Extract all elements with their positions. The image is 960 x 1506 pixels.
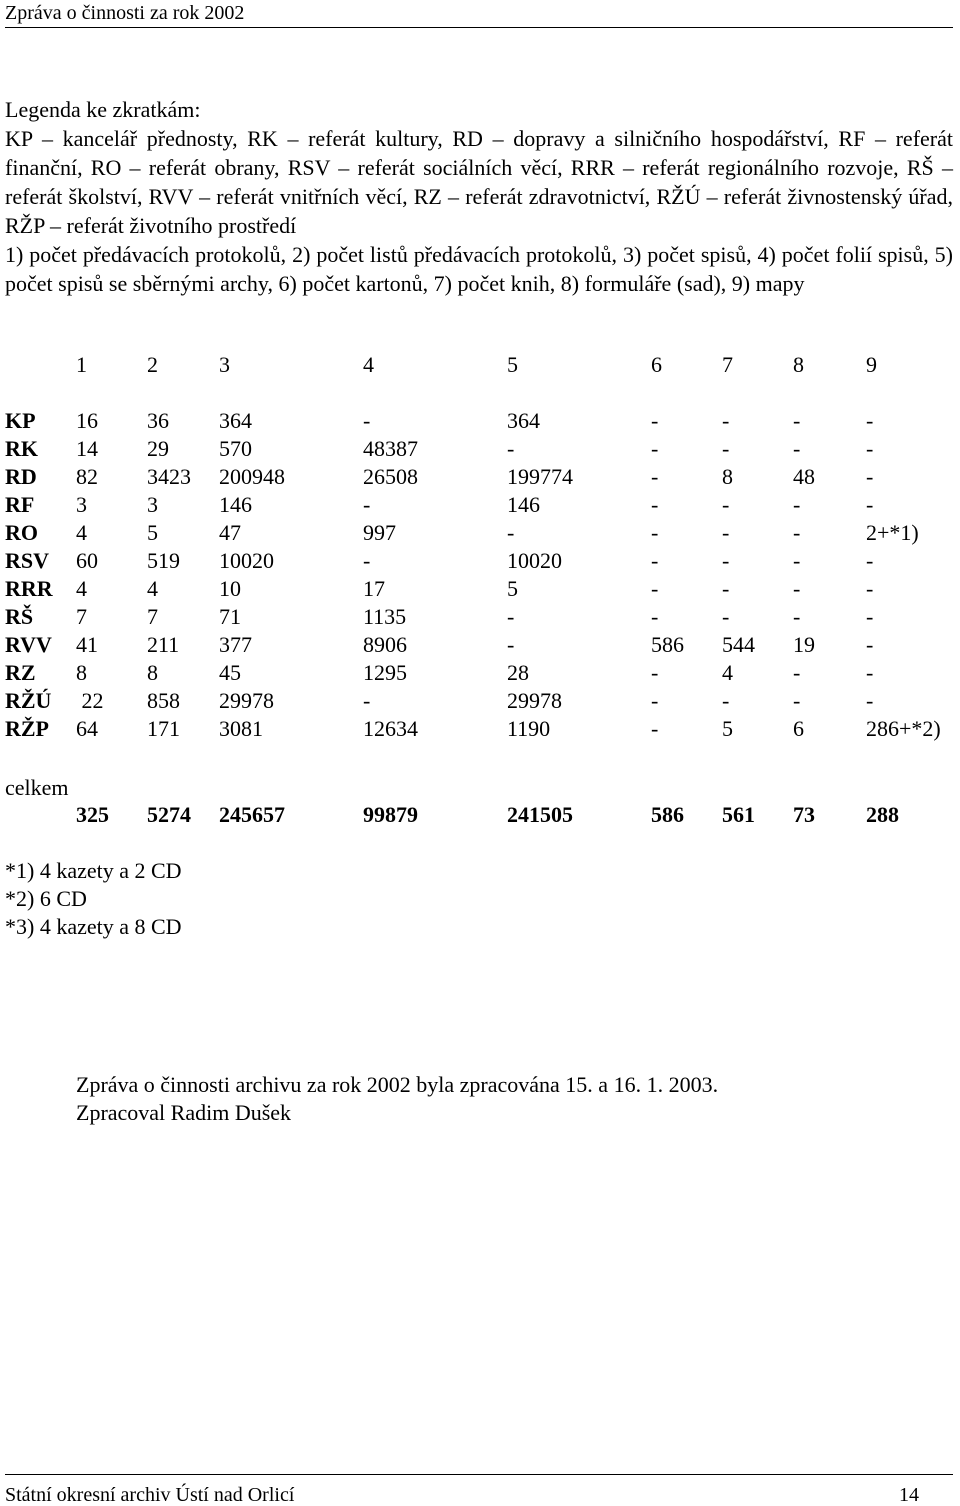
table-cell: 82: [76, 464, 98, 489]
table-cell: 16: [76, 408, 98, 433]
row-label: RVV: [5, 632, 52, 657]
table-cell: -: [793, 520, 801, 545]
table-cell: -: [866, 492, 874, 517]
table-cell: -: [651, 492, 659, 517]
column-header: 4: [363, 352, 374, 377]
author-line: Zpracoval Radim Dušek: [76, 1100, 292, 1125]
table-cell: -: [507, 632, 515, 657]
table-cell: -: [722, 688, 730, 713]
table-cell: 47: [219, 520, 241, 545]
table-cell: 570: [219, 436, 252, 461]
table-cell: 586: [651, 632, 684, 657]
table-cell: 286+*2): [866, 716, 941, 741]
table-cell: 29978: [507, 688, 562, 713]
table-cell: -: [866, 688, 874, 713]
table-cell: 48387: [363, 436, 418, 461]
table-cell: 4: [147, 576, 158, 601]
row-label: RŽP: [5, 716, 49, 741]
table-cell: 28: [507, 660, 529, 685]
table-cell: 4: [76, 576, 87, 601]
table-cell: 3: [147, 492, 158, 517]
table-cell: 997: [363, 520, 396, 545]
column-header: 2: [147, 352, 158, 377]
table-row: [5, 519, 955, 547]
table-cell: 29: [147, 436, 169, 461]
table-cell: 41: [76, 632, 98, 657]
table-cell: 8: [147, 660, 158, 685]
table-cell: 12634: [363, 716, 418, 741]
table-cell: 5: [507, 576, 518, 601]
table-cell: 8: [76, 660, 87, 685]
table-cell: 36: [147, 408, 169, 433]
table-cell: -: [722, 604, 730, 629]
table-cell: 364: [507, 408, 540, 433]
table-cell: 2+*1): [866, 520, 919, 545]
legend-abbreviations: KP – kancelář přednosty, RK – referát kultury, RD – dopravy a silničního hospodářství, RF – referát finanční, RO – referát obrany, RSV – referát sociálních věcí, RRR – referát regionálního rozvoje, RŠ – referát školství, RVV – referát vnitřních věcí, RZ – referát zdravotnictví, RŽÚ – referát živnostenský úřad, RŽP – referát životního prostředí: [5, 126, 953, 238]
table-cell: -: [651, 408, 659, 433]
table-cell: 14: [76, 436, 98, 461]
row-label: KP: [5, 408, 36, 433]
table-row: [5, 575, 955, 603]
table-cell: -: [866, 632, 874, 657]
footer-organization: Státní okresní archiv Ústí nad Orlicí: [5, 1484, 295, 1506]
table-row: [5, 631, 955, 659]
row-label: RK: [5, 436, 38, 461]
page-header: [5, 2, 953, 28]
table-cell: -: [507, 436, 515, 461]
row-label: RO: [5, 520, 38, 545]
table-cell: -: [793, 576, 801, 601]
table-cell: 7: [147, 604, 158, 629]
footnote: *2) 6 CD: [5, 886, 87, 911]
legend-heading: Legenda ke zkratkám:: [5, 97, 201, 122]
table-cell: -: [722, 576, 730, 601]
total-cell: 73: [793, 802, 815, 827]
table-cell: -: [793, 548, 801, 573]
legend-section: [5, 95, 953, 298]
table-cell: 3: [76, 492, 87, 517]
table-cell: 1295: [363, 660, 407, 685]
page-footer: [5, 1474, 953, 1506]
table-cell: 10020: [219, 548, 274, 573]
table-cell: -: [651, 436, 659, 461]
table-cell: -: [866, 576, 874, 601]
table-cell: -: [866, 604, 874, 629]
column-header: 1: [76, 352, 87, 377]
table-cell: 5: [722, 716, 733, 741]
footnote: *3) 4 kazety a 8 CD: [5, 914, 182, 939]
table-cell: 10: [219, 576, 241, 601]
table-cell: -: [651, 464, 659, 489]
table-cell: -: [866, 436, 874, 461]
table-row: [5, 715, 955, 743]
table-cell: -: [363, 492, 371, 517]
table-cell: -: [793, 604, 801, 629]
row-label: RRR: [5, 576, 53, 601]
column-header: 6: [651, 352, 662, 377]
table-cell: -: [651, 576, 659, 601]
table-cell: 146: [507, 492, 540, 517]
table-cell: 7: [76, 604, 87, 629]
closing-statement: [76, 1071, 718, 1127]
table-cell: -: [507, 604, 515, 629]
table-cell: -: [793, 436, 801, 461]
table-cell: -: [507, 520, 515, 545]
archive-table: [5, 351, 955, 743]
table-row: [5, 687, 955, 715]
table-row: [5, 547, 955, 575]
table-cell: 1135: [363, 604, 407, 629]
table-cell: 200948: [219, 464, 285, 489]
table-row: [5, 603, 955, 631]
column-header: 8: [793, 352, 804, 377]
total-cell: 245657: [219, 802, 285, 827]
table-cell: 29978: [219, 688, 274, 713]
table-cell: 146: [219, 492, 252, 517]
table-row: [5, 659, 955, 687]
table-cell: -: [363, 408, 371, 433]
column-header: 3: [219, 352, 230, 377]
table-cell: 858: [147, 688, 180, 713]
column-header: 5: [507, 352, 518, 377]
table-cell: -: [866, 464, 874, 489]
table-cell: 45: [219, 660, 241, 685]
closing-line: Zpráva o činnosti archivu za rok 2002 byla zpracována 15. a 16. 1. 2003.: [76, 1072, 719, 1097]
table-header-row: [5, 351, 955, 379]
row-label: RZ: [5, 660, 36, 685]
table-cell: -: [866, 408, 874, 433]
total-cell: 325: [76, 802, 109, 827]
column-header: 9: [866, 352, 877, 377]
table-cell: -: [363, 688, 371, 713]
table-cell: 3081: [219, 716, 263, 741]
table-cell: -: [363, 548, 371, 573]
table-cell: 1190: [507, 716, 551, 741]
table-cell: 64: [76, 716, 98, 741]
table-row: [5, 491, 955, 519]
table-cell: 4: [76, 520, 87, 545]
table-row: [5, 407, 955, 435]
total-cell: 561: [722, 802, 755, 827]
table-cell: -: [651, 548, 659, 573]
totals-row: [5, 801, 955, 829]
table-cell: 6: [793, 716, 804, 741]
table-cell: -: [722, 548, 730, 573]
table-cell: -: [793, 660, 801, 685]
total-cell: 288: [866, 802, 899, 827]
total-cell: 99879: [363, 802, 418, 827]
row-label: RSV: [5, 548, 50, 573]
table-cell: 17: [363, 576, 385, 601]
table-cell: -: [651, 688, 659, 713]
table-cell: -: [866, 548, 874, 573]
table-row: [5, 435, 955, 463]
footnote: *1) 4 kazety a 2 CD: [5, 858, 182, 883]
totals-table: [5, 801, 955, 829]
total-cell: 5274: [147, 802, 191, 827]
table-row: [5, 463, 955, 491]
table-cell: 22: [76, 688, 104, 713]
table-cell: 211: [147, 632, 180, 657]
header-title: Zpráva o činnosti za rok 2002: [5, 2, 245, 24]
table-cell: -: [722, 436, 730, 461]
table-cell: -: [793, 408, 801, 433]
table-cell: 8906: [363, 632, 407, 657]
row-label: RŽÚ: [5, 688, 52, 713]
total-cell: 586: [651, 802, 684, 827]
table-cell: 8: [722, 464, 733, 489]
footnotes: [5, 857, 182, 941]
table-cell: 19: [793, 632, 815, 657]
table-cell: -: [651, 660, 659, 685]
total-label: celkem: [5, 775, 69, 800]
table-cell: 5: [147, 520, 158, 545]
total-cell: 241505: [507, 802, 573, 827]
row-label: RF: [5, 492, 35, 517]
table-cell: -: [722, 408, 730, 433]
page-number: 14: [899, 1484, 919, 1506]
table-cell: 199774: [507, 464, 573, 489]
table-cell: -: [866, 660, 874, 685]
legend-columns: 1) počet předávacích protokolů, 2) počet listů předávacích protokolů, 3) počet spisů, 4) počet folií spisů, 5) počet spisů se sběrnými archy, 6) počet kartonů, 7) počet knih, 8) formuláře (sad), 9) mapy: [5, 242, 953, 296]
table-cell: 364: [219, 408, 252, 433]
table-cell: 71: [219, 604, 241, 629]
row-label: RŠ: [5, 604, 34, 629]
table-cell: -: [793, 688, 801, 713]
table-cell: 519: [147, 548, 180, 573]
table-cell: 171: [147, 716, 180, 741]
column-header: 7: [722, 352, 733, 377]
table-cell: 3423: [147, 464, 191, 489]
table-cell: -: [722, 492, 730, 517]
table-cell: -: [651, 604, 659, 629]
table-cell: -: [793, 492, 801, 517]
table-cell: -: [722, 520, 730, 545]
table-cell: -: [651, 520, 659, 545]
table-cell: 60: [76, 548, 98, 573]
table-cell: 48: [793, 464, 815, 489]
table-cell: -: [651, 716, 659, 741]
table-cell: 544: [722, 632, 755, 657]
table-cell: 377: [219, 632, 252, 657]
table-cell: 10020: [507, 548, 562, 573]
row-label: RD: [5, 464, 37, 489]
table-cell: 26508: [363, 464, 418, 489]
table-cell: 4: [722, 660, 733, 685]
